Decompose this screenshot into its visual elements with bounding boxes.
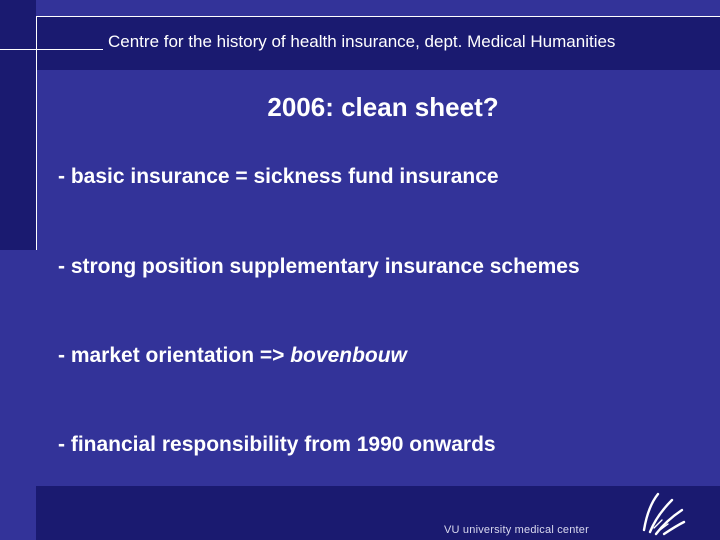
footer-brand-name: VU university medical center (444, 524, 589, 536)
bullet-supplementary-schemes: - strong position supplementary insurance schemes (58, 255, 580, 278)
header-top-rule (36, 16, 720, 17)
bullet-market-orientation-prefix: - market orientation => (58, 344, 291, 367)
vu-swoosh-logo-icon (634, 490, 686, 536)
footer-band (36, 486, 720, 540)
left-accent-bar (0, 0, 36, 250)
bullet-market-orientation-emphasis: bovenbouw (290, 344, 407, 367)
header-vertical-rule (36, 16, 37, 250)
slide-title: 2006: clean sheet? (267, 92, 499, 122)
header-left-rule (0, 49, 103, 50)
bullet-basic-insurance: - basic insurance = sickness fund insurance (58, 165, 499, 188)
bullet-market-orientation (58, 344, 407, 368)
institution-header: Centre for the history of health insurance, dept. Medical Humanities (108, 32, 616, 51)
bullet-financial-responsibility: - financial responsibility from 1990 onwards (58, 433, 496, 456)
